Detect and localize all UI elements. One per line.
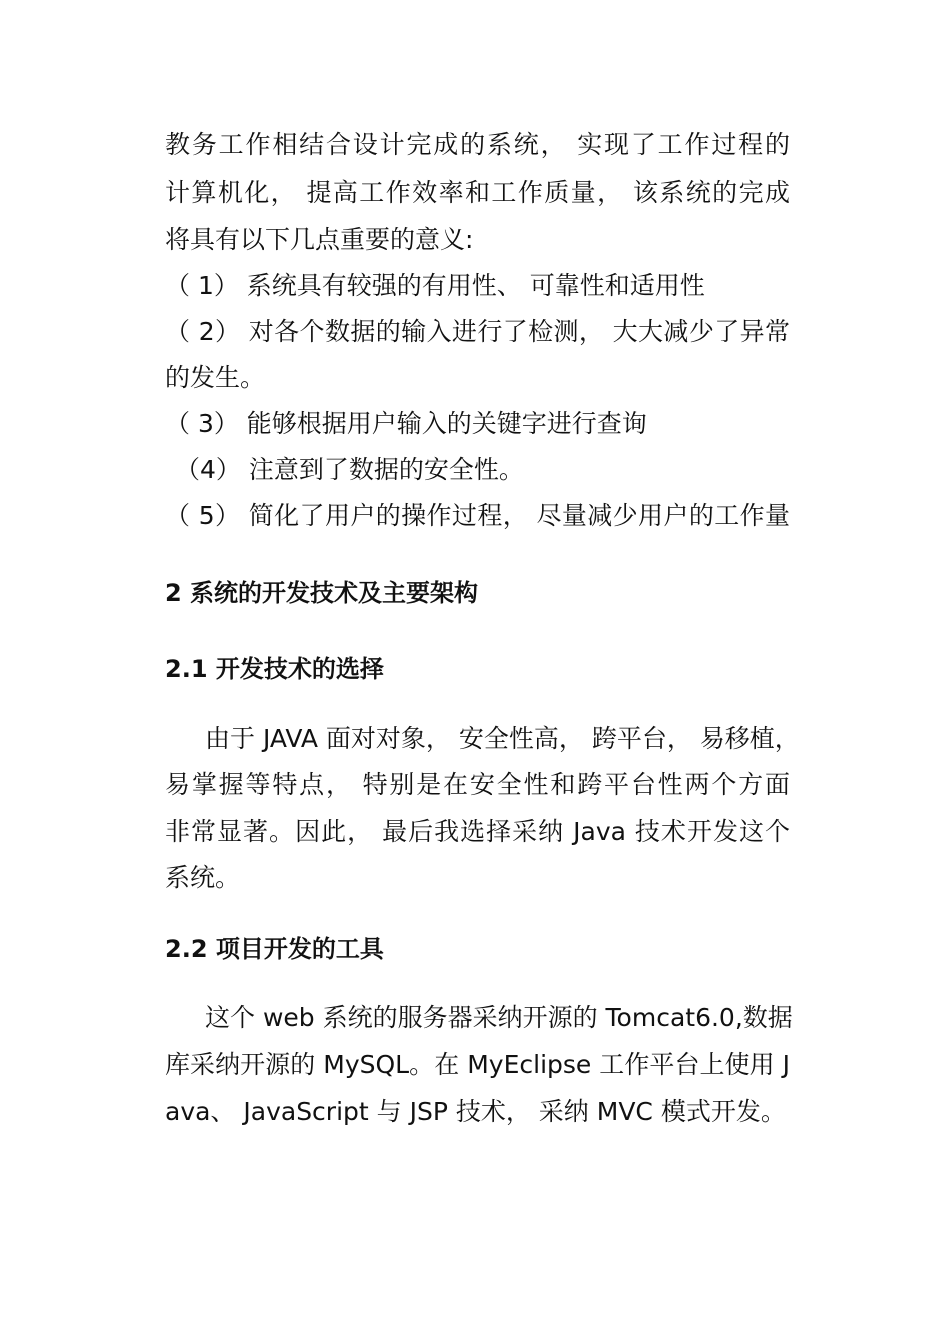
- intro-line-2: 计算机化， 提高工作效率和工作质量， 该系统的完成: [165, 178, 790, 207]
- list-item-5: （ 5） 简化了用户的操作过程， 尽量减少用户的工作量: [165, 501, 790, 530]
- section-2-2-line-3: ava、 JavaScript 与 JSP 技术， 采纳 MVC 模式开发。: [165, 1097, 786, 1126]
- list-item-4: （4） 注意到了数据的安全性。: [175, 455, 524, 484]
- section-2-2-line-2: 库采纳开源的 MySQL。在 MyEclipse 工作平台上使用 J: [165, 1050, 790, 1079]
- section-2-1-line-1: 由于 JAVA 面对对象， 安全性高， 跨平台， 易移植，: [205, 724, 800, 753]
- section-2-heading: 2 系统的开发技术及主要架构: [165, 579, 479, 607]
- section-2-1-line-4: 系统。: [165, 863, 241, 892]
- intro-line-1: 教务工作相结合设计完成的系统， 实现了工作过程的: [165, 130, 790, 159]
- section-2-1-line-2: 易掌握等特点， 特别是在安全性和跨平台性两个方面: [165, 770, 790, 799]
- list-item-2: （ 2） 对各个数据的输入进行了检测， 大大减少了异常: [165, 317, 790, 346]
- list-item-2-continued: 的发生。: [165, 363, 266, 392]
- list-item-1: （ 1） 系统具有较强的有用性、 可靠性和适用性: [165, 271, 705, 300]
- intro-line-3: 将具有以下几点重要的意义:: [165, 225, 474, 254]
- section-2-2-line-1: 这个 web 系统的服务器采纳开源的 Tomcat6.0,数据: [205, 1003, 793, 1032]
- section-2-2-heading: 2.2 项目开发的工具: [165, 935, 384, 963]
- section-2-1-heading: 2.1 开发技术的选择: [165, 655, 384, 683]
- section-2-1-line-3: 非常显著。因此， 最后我选择采纳 Java 技术开发这个: [165, 817, 790, 846]
- list-item-3: （ 3） 能够根据用户输入的关键字进行查询: [165, 409, 647, 438]
